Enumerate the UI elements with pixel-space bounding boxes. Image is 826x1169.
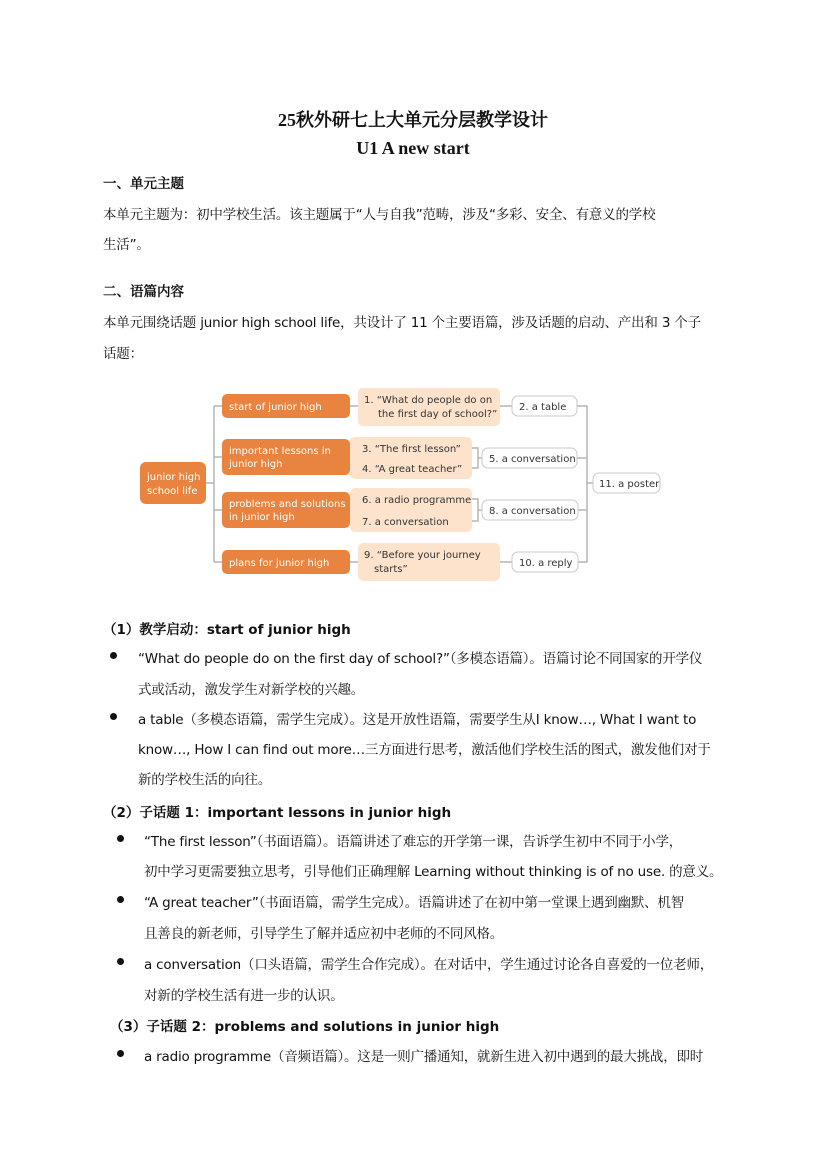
section-1-text-line-1: 本单元主题为：初中学校生活。该主题属于“人与自我”范畴，涉及“多彩、安全、有意义的学校 [103, 207, 656, 223]
section-2-text-line-1: 本单元围绕话题 junior high school life，共设计了 11 个主要语篇，涉及话题的启动、产出和 3 个子 [103, 315, 701, 331]
branch-important-lessons [222, 439, 350, 475]
branch-plans-label: plans for junior high [229, 558, 330, 569]
output-8-label: 8. a conversation [489, 506, 576, 517]
bullet-icon [117, 896, 124, 903]
bullet-icon [117, 1050, 124, 1057]
text-box-1-line-1: 1. “What do people do on [364, 395, 493, 406]
part-2-bullet-1-line-1: “The first lesson”（书面语篇）。语篇讲述了难忘的开学第一课，告诉学生初中不同于小学， [144, 834, 683, 850]
part-1-bullet-1-line-1: “What do people do on the first day of school?”（多模态语篇）。语篇讨论不同国家的开学仪 [138, 651, 703, 667]
output-11-label: 11. a poster [599, 479, 660, 490]
output-2-label: 2. a table [519, 402, 567, 413]
text-box-6-7 [350, 488, 472, 532]
text-box-3: 3. “The first lesson” [362, 444, 461, 455]
output-11 [593, 473, 660, 493]
part-1-bullet-2-line-3: 新的学校生活的向往。 [138, 772, 271, 788]
text-box-3-4 [350, 437, 472, 479]
page-title: 25秋外研七上大单元分层教学设计 [278, 110, 548, 130]
output-8 [482, 500, 578, 520]
output-2 [512, 396, 577, 416]
part-2-bullet-2-line-2: 且善良的新老师，引导学生了解并适应初中老师的不同风格。 [144, 926, 504, 942]
text-box-9-line-2: starts” [374, 564, 408, 575]
section-2-heading: 二、语篇内容 [103, 284, 184, 300]
part-1-heading: （1）教学启动：start of junior high [103, 622, 351, 638]
output-5-label: 5. a conversation [489, 454, 576, 465]
bullet-icon [117, 958, 124, 965]
diagram-root-line-2: school life [147, 486, 198, 497]
branch-plans [222, 550, 350, 574]
branch-problems-solutions [222, 492, 350, 528]
branch-problems-solutions-line-2: in junior high [229, 512, 295, 523]
text-box-6: 6. a radio programme [362, 495, 472, 506]
part-2-bullet-3-line-1: a conversation（口头语篇，需学生合作完成）。在对话中，学生通过讨论各自喜爱的一位老师， [144, 957, 714, 973]
section-2-text-line-2: 话题： [103, 346, 143, 362]
page-subtitle: U1 A new start [356, 138, 470, 158]
text-box-1 [358, 388, 500, 426]
branch-start-label: start of junior high [229, 402, 322, 413]
part-2-heading: （2）子话题 1：important lessons in junior high [103, 805, 452, 821]
output-10 [512, 552, 578, 572]
branch-important-lessons-line-1: important lessons in [229, 446, 331, 457]
text-box-9 [358, 543, 500, 581]
branch-important-lessons-line-2: junior high [229, 459, 283, 470]
part-3-heading: （3）子话题 2：problems and solutions in junior high [110, 1019, 500, 1035]
part-2-bullet-2-line-1: “A great teacher”（书面语篇，需学生完成）。语篇讲述了在初中第一堂课上遇到幽默、机智 [144, 895, 685, 911]
text-box-9-line-1: 9. “Before your journey [364, 550, 481, 561]
branch-start [222, 394, 350, 418]
part-1-bullet-2-line-1: a table（多模态语篇，需学生完成）。这是开放性语篇，需要学生从I know…, What I want to [138, 712, 697, 728]
output-10-label: 10. a reply [519, 558, 573, 569]
section-1-text-line-2: 生活”。 [103, 237, 150, 253]
bullet-icon [110, 652, 117, 659]
text-box-4: 4. “A great teacher” [362, 464, 463, 475]
diagram-root-line-1: junior high [147, 472, 201, 483]
bullet-icon [110, 713, 117, 720]
branch-problems-solutions-line-1: problems and solutions [229, 499, 346, 510]
text-box-7: 7. a conversation [362, 517, 449, 528]
part-3-bullet-1-line-1: a radio programme（音频语篇）。这是一则广播通知，就新生进入初中遇到的最大挑战，即时 [144, 1049, 704, 1065]
part-2-bullet-3-line-2: 对新的学校生活有进一步的认识。 [144, 988, 344, 1004]
text-box-1-line-2: the first day of school?” [378, 409, 498, 420]
bullet-icon [117, 835, 124, 842]
diagram-root [140, 462, 206, 504]
part-1-bullet-2-line-2: know…, How I can find out more…三方面进行思考，激活他们学校生活的图式，激发他们对于 [138, 742, 711, 758]
part-2-bullet-1-line-2: 初中学习更需要独立思考，引导他们正确理解 Learning without thinking is of no use. 的意义。 [144, 864, 723, 880]
output-5 [482, 448, 577, 468]
part-1-bullet-1-line-2: 式或活动，激发学生对新学校的兴趣。 [138, 682, 365, 698]
section-1-heading: 一、单元主题 [103, 176, 184, 192]
